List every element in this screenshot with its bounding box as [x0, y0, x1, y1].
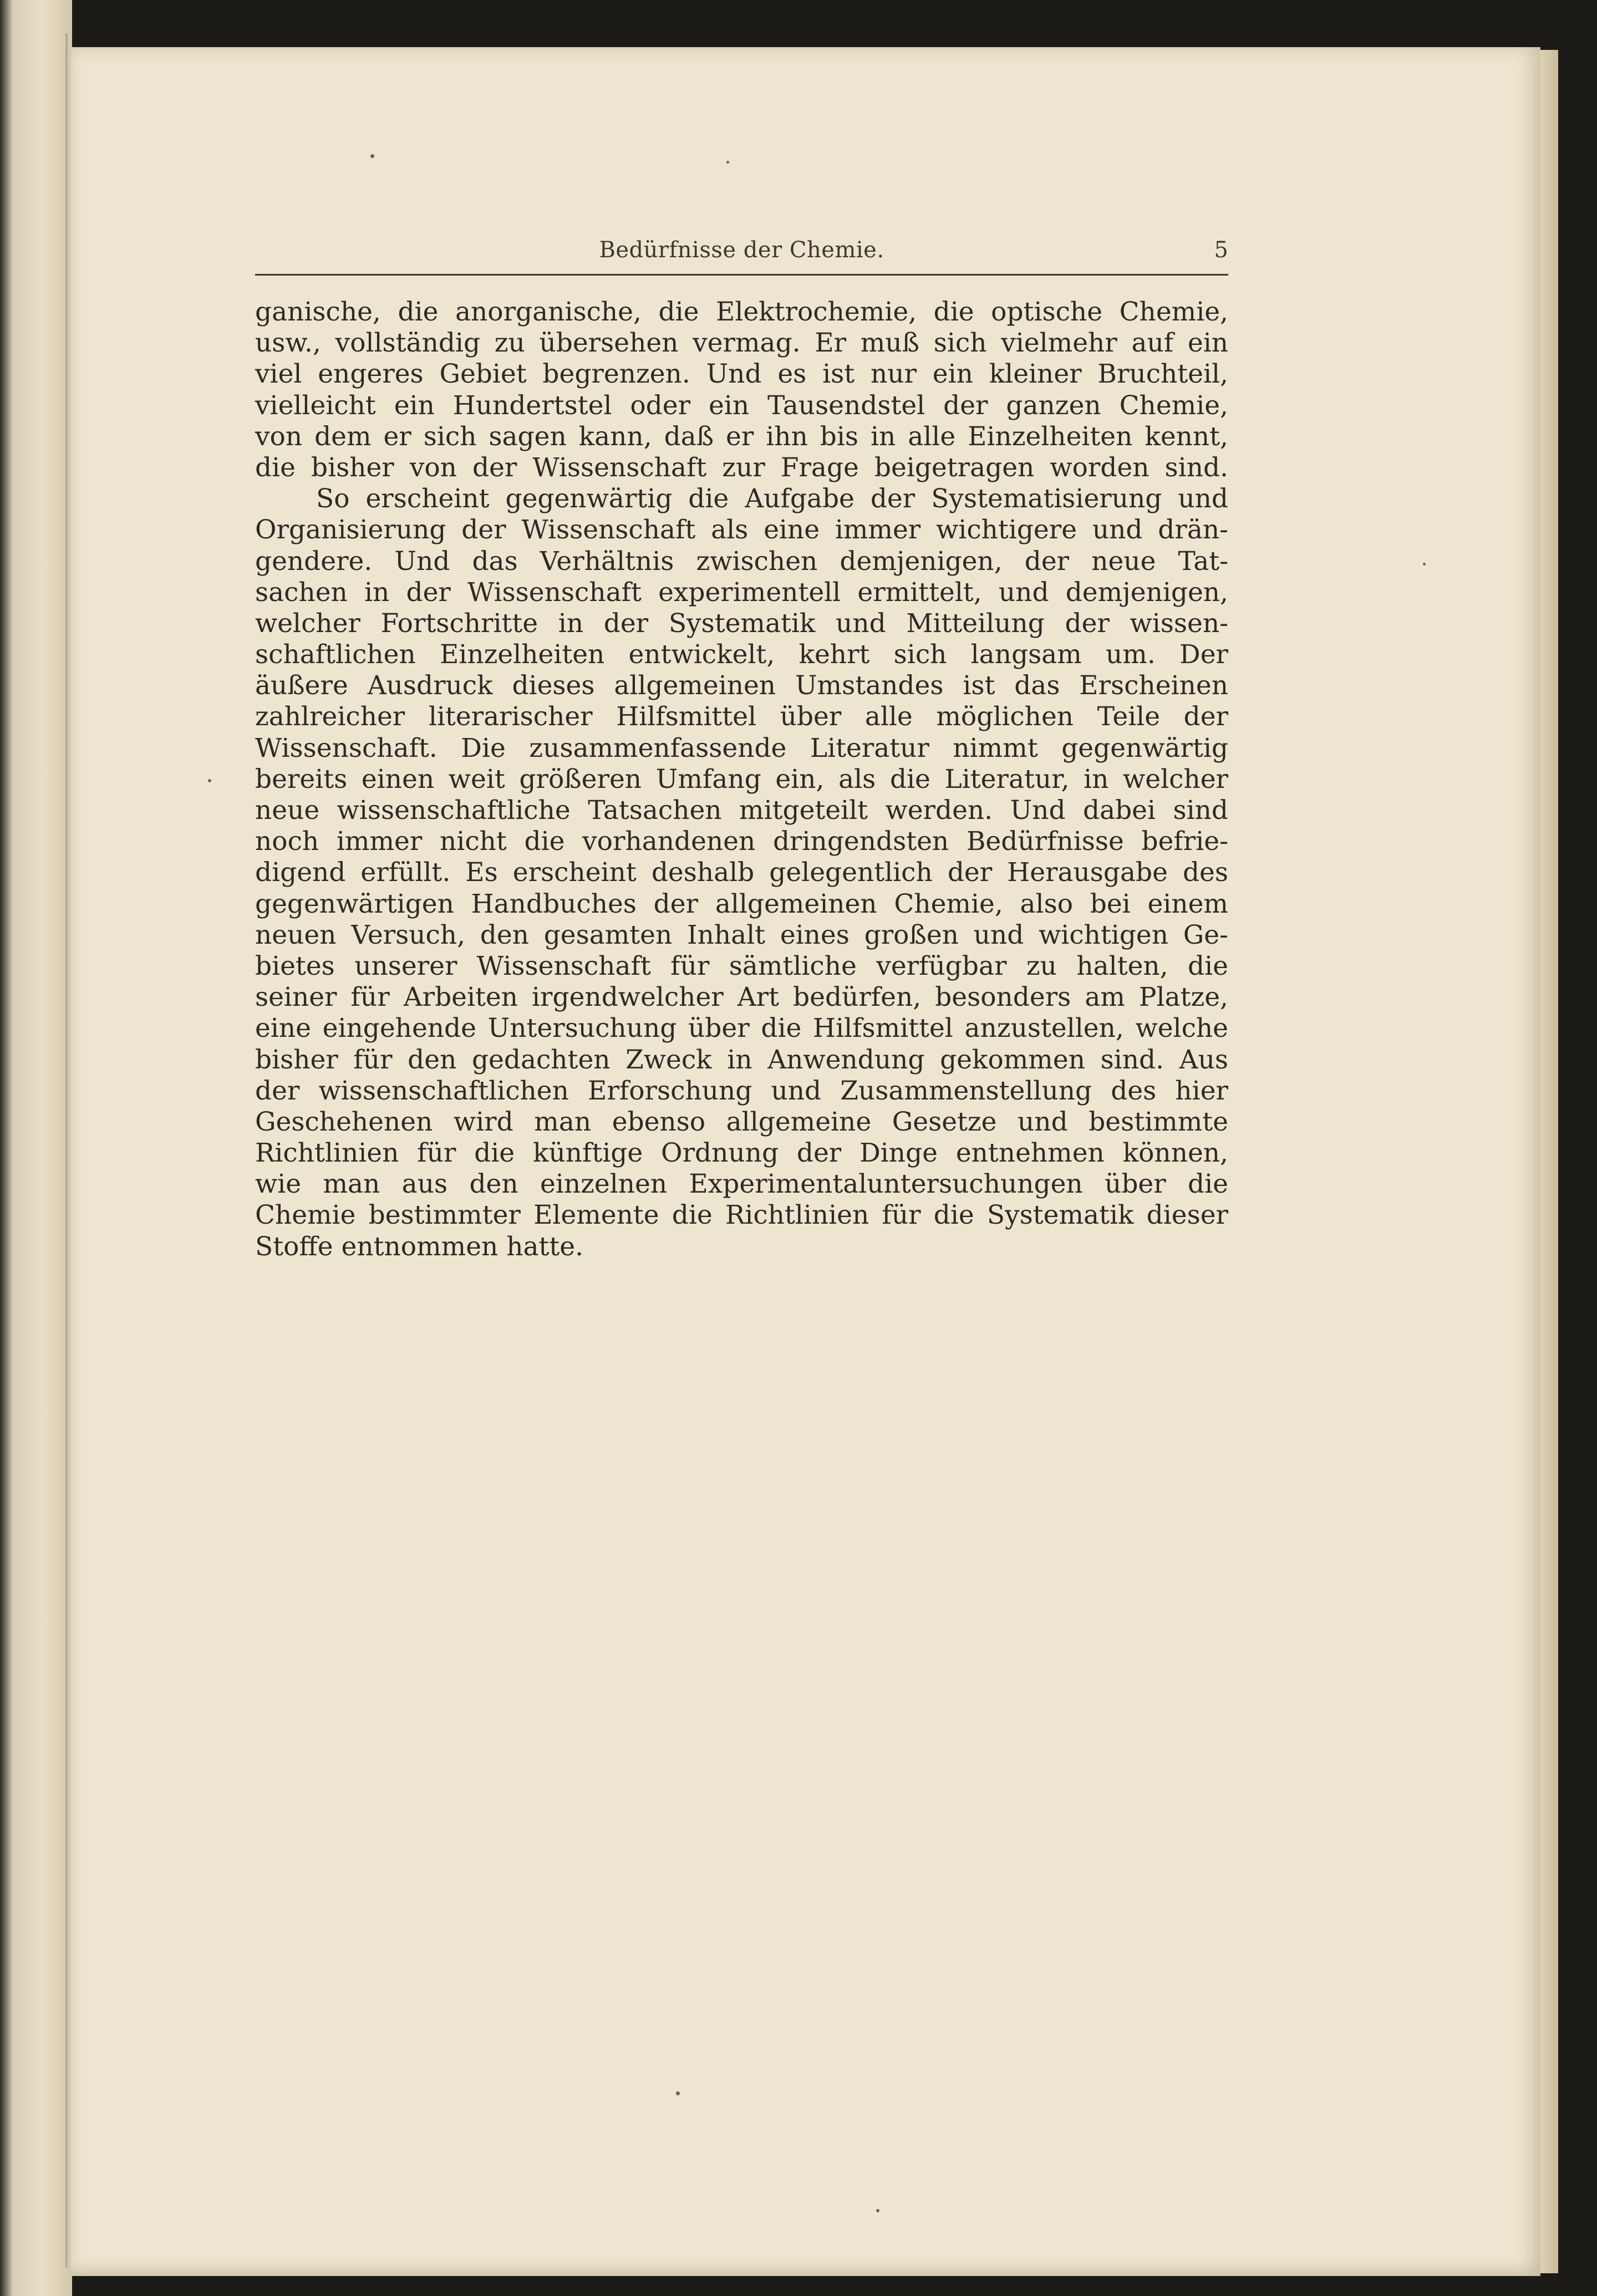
- text-line: neue wissenschaftliche Tatsachen mitgeteilt werden. Und dabei sind: [255, 795, 1228, 826]
- text-line: So erscheint gegenwärtig die Aufgabe der Systematisierung und: [316, 483, 1228, 515]
- text-line: sachen in der Wissenschaft experimentell ermittelt, und demjenigen,: [255, 577, 1228, 608]
- text-line: Richtlinien für die künftige Ordnung der Dinge entnehmen können,: [255, 1138, 1228, 1169]
- paper-speck: [370, 154, 374, 158]
- text-line: schaftlichen Einzelheiten entwickelt, kehrt sich langsam um. Der: [255, 639, 1228, 670]
- text-line: bietes unserer Wissenschaft für sämtliche verfügbar zu halten, die: [255, 950, 1228, 981]
- text-line: noch immer nicht die vorhandenen dringendsten Bedürfnisse befrie-: [255, 826, 1228, 857]
- page-number: 5: [1214, 237, 1228, 263]
- text-line: bereits einen weit größeren Umfang ein, als die Literatur, in welcher: [255, 763, 1228, 795]
- text-line: zahlreicher literarischer Hilfsmittel über alle möglichen Teile der: [255, 701, 1228, 732]
- text-line: usw., vollständig zu übersehen vermag. Er muß sich vielmehr auf ein: [255, 328, 1228, 359]
- body-text: [255, 297, 1228, 1262]
- text-line: Geschehenen wird man ebenso allgemeine Gesetze und bestimmte: [255, 1106, 1228, 1137]
- text-line: gendere. Und das Verhältnis zwischen demjenigen, der neue Tat-: [255, 546, 1228, 577]
- text-line: bisher für den gedachten Zweck in Anwendung gekommen sind. Aus: [255, 1044, 1228, 1075]
- text-line: digend erfüllt. Es erscheint deshalb gelegentlich der Herausgabe des: [255, 857, 1228, 888]
- paper-speck: [876, 2209, 879, 2212]
- text-line: von dem er sich sagen kann, daß er ihn bis in alle Einzelheiten kennt,: [255, 421, 1228, 452]
- text-line: die bisher von der Wissenschaft zur Frage beigetragen worden sind.: [255, 452, 1228, 483]
- text-line: welcher Fortschritte in der Systematik und Mitteilung der wissen-: [255, 608, 1228, 639]
- text-line: vielleicht ein Hundertstel oder ein Tausendstel der ganzen Chemie,: [255, 390, 1228, 421]
- text-line: wie man aus den einzelnen Experimentaluntersuchungen über die: [255, 1169, 1228, 1200]
- text-line: äußere Ausdruck dieses allgemeinen Umstandes ist das Erscheinen: [255, 670, 1228, 701]
- text-line: neuen Versuch, den gesamten Inhalt eines großen und wichtigen Ge-: [255, 919, 1228, 950]
- text-line: viel engeres Gebiet begrenzen. Und es ist nur ein kleiner Bruchteil,: [255, 359, 1228, 390]
- text-line: ganische, die anorganische, die Elektrochemie, die optische Chemie,: [255, 297, 1228, 327]
- text-line: Wissenschaft. Die zusammenfassende Literatur nimmt gegenwärtig: [255, 732, 1228, 763]
- paper-speck: [1423, 563, 1426, 566]
- paper-speck: [676, 2091, 680, 2095]
- text-line: Stoffe entnommen hatte.: [255, 1231, 584, 1262]
- binding-line: [65, 33, 68, 2268]
- text-line: gegenwärtigen Handbuches der allgemeinen Chemie, also bei einem: [255, 888, 1228, 919]
- text-line: eine eingehende Untersuchung über die Hilfsmittel anzustellen, welche: [255, 1013, 1228, 1044]
- text-line: der wissenschaftlichen Erforschung und Zusammenstellung des hier: [255, 1075, 1228, 1106]
- text-line: seiner für Arbeiten irgendwelcher Art bedürfen, besonders am Platze,: [255, 982, 1228, 1013]
- text-line: Chemie bestimmter Elemente die Richtlinien für die Systematik dieser: [255, 1200, 1228, 1231]
- paper-speck: [208, 779, 211, 782]
- running-head-title: Bedürfnisse der Chemie.: [599, 237, 884, 263]
- text-line: Organisierung der Wissenschaft als eine immer wichtigere und drän-: [255, 515, 1228, 546]
- running-head: [255, 237, 1228, 276]
- paper-speck: [726, 161, 729, 164]
- book-spine-edge: [0, 0, 72, 2296]
